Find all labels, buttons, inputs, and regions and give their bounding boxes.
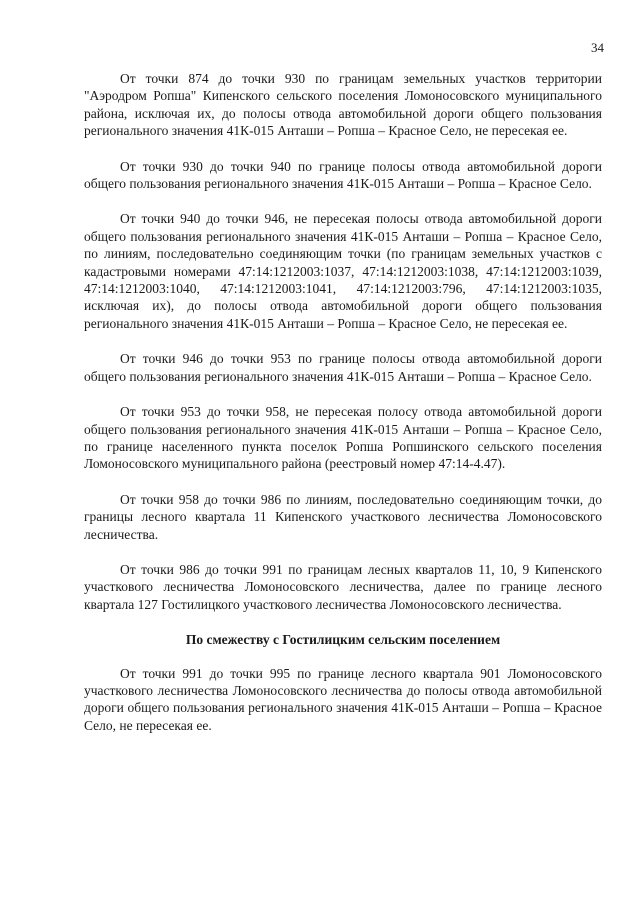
paragraph-7: От точки 986 до точки 991 по границам лесных кварталов 11, 10, 9 Кипенского участкового лесничества Ломоносовского лесничества, далее по границе лесного квартала 127 Гостилицкого участкового лесничества Ломоносовского лесничества. [84, 561, 602, 612]
paragraph-1: От точки 874 до точки 930 по границам земельных участков территории "Аэродром Ропша" Кипенского сельского поселения Ломоносовского муниципального района, исключая их, до полосы отвода автомобильной дороги общего пользования регионального значения 41К-015 Анташи – Ропша – Красное Село, не пересекая ее. [84, 71, 602, 139]
section-heading: По смежеству с Гостилицким сельским поселением [185, 632, 501, 648]
paragraph-4: От точки 946 до точки 953 по границе полосы отвода автомобильной дороги общего пользования регионального значения 41К-015 Анташи – Ропша – Красное Село. [84, 351, 602, 384]
paragraph-8: От точки 991 до точки 995 по границе лесного квартала 901 Ломоносовского участкового лесничества Ломоносовского лесничества до полосы отвода автомобильной дороги общего пользования регионального значения 41К-015 Анташи – Ропша – Красное Село, не пересекая ее. [84, 665, 602, 733]
paragraph-2: От точки 930 до точки 940 по границе полосы отвода автомобильной дороги общего пользования регионального значения 41К-015 Анташи – Ропша – Красное Село. [84, 158, 602, 192]
paragraph-3: От точки 940 до точки 946, не пересекая полосы отвода автомобильной дороги общего пользования регионального значения 41К-015 Анташи – Ропша – Красное Село, по линиям, последовательно соединяющим точки (по границам земельных участков с кадастровыми номерами 47:14:1212003:1037, 47:14:1212003:1038, 47:14:1212003:1039, 47:14:1212003:1040, 47:14:1212003:1041, 47:14:1212003:796, 47:14:1212003:1035, исключая их), до полосы отвода автомобильной дороги общего пользования регионального значения 41К-015 Анташи – Ропша – Красное Село, не пересекая ее. [84, 211, 602, 331]
paragraph-6: От точки 958 до точки 986 по линиям, последовательно соединяющим точки, до границы лесного квартала 11 Кипенского участкового лесничества Ломоносовского лесничества. [84, 491, 602, 542]
paragraph-5: От точки 953 до точки 958, не пересекая полосу отвода автомобильной дороги общего пользования регионального значения 41К-015 Анташи – Ропша – Красное Село, по границе населенного пункта поселок Ропша Ропшинского сельского поселения Ломоносовского муниципального района (реестровый номер 47:14-4.47). [84, 404, 602, 472]
page-number: 34 [591, 40, 604, 55]
document-body [84, 70, 602, 752]
